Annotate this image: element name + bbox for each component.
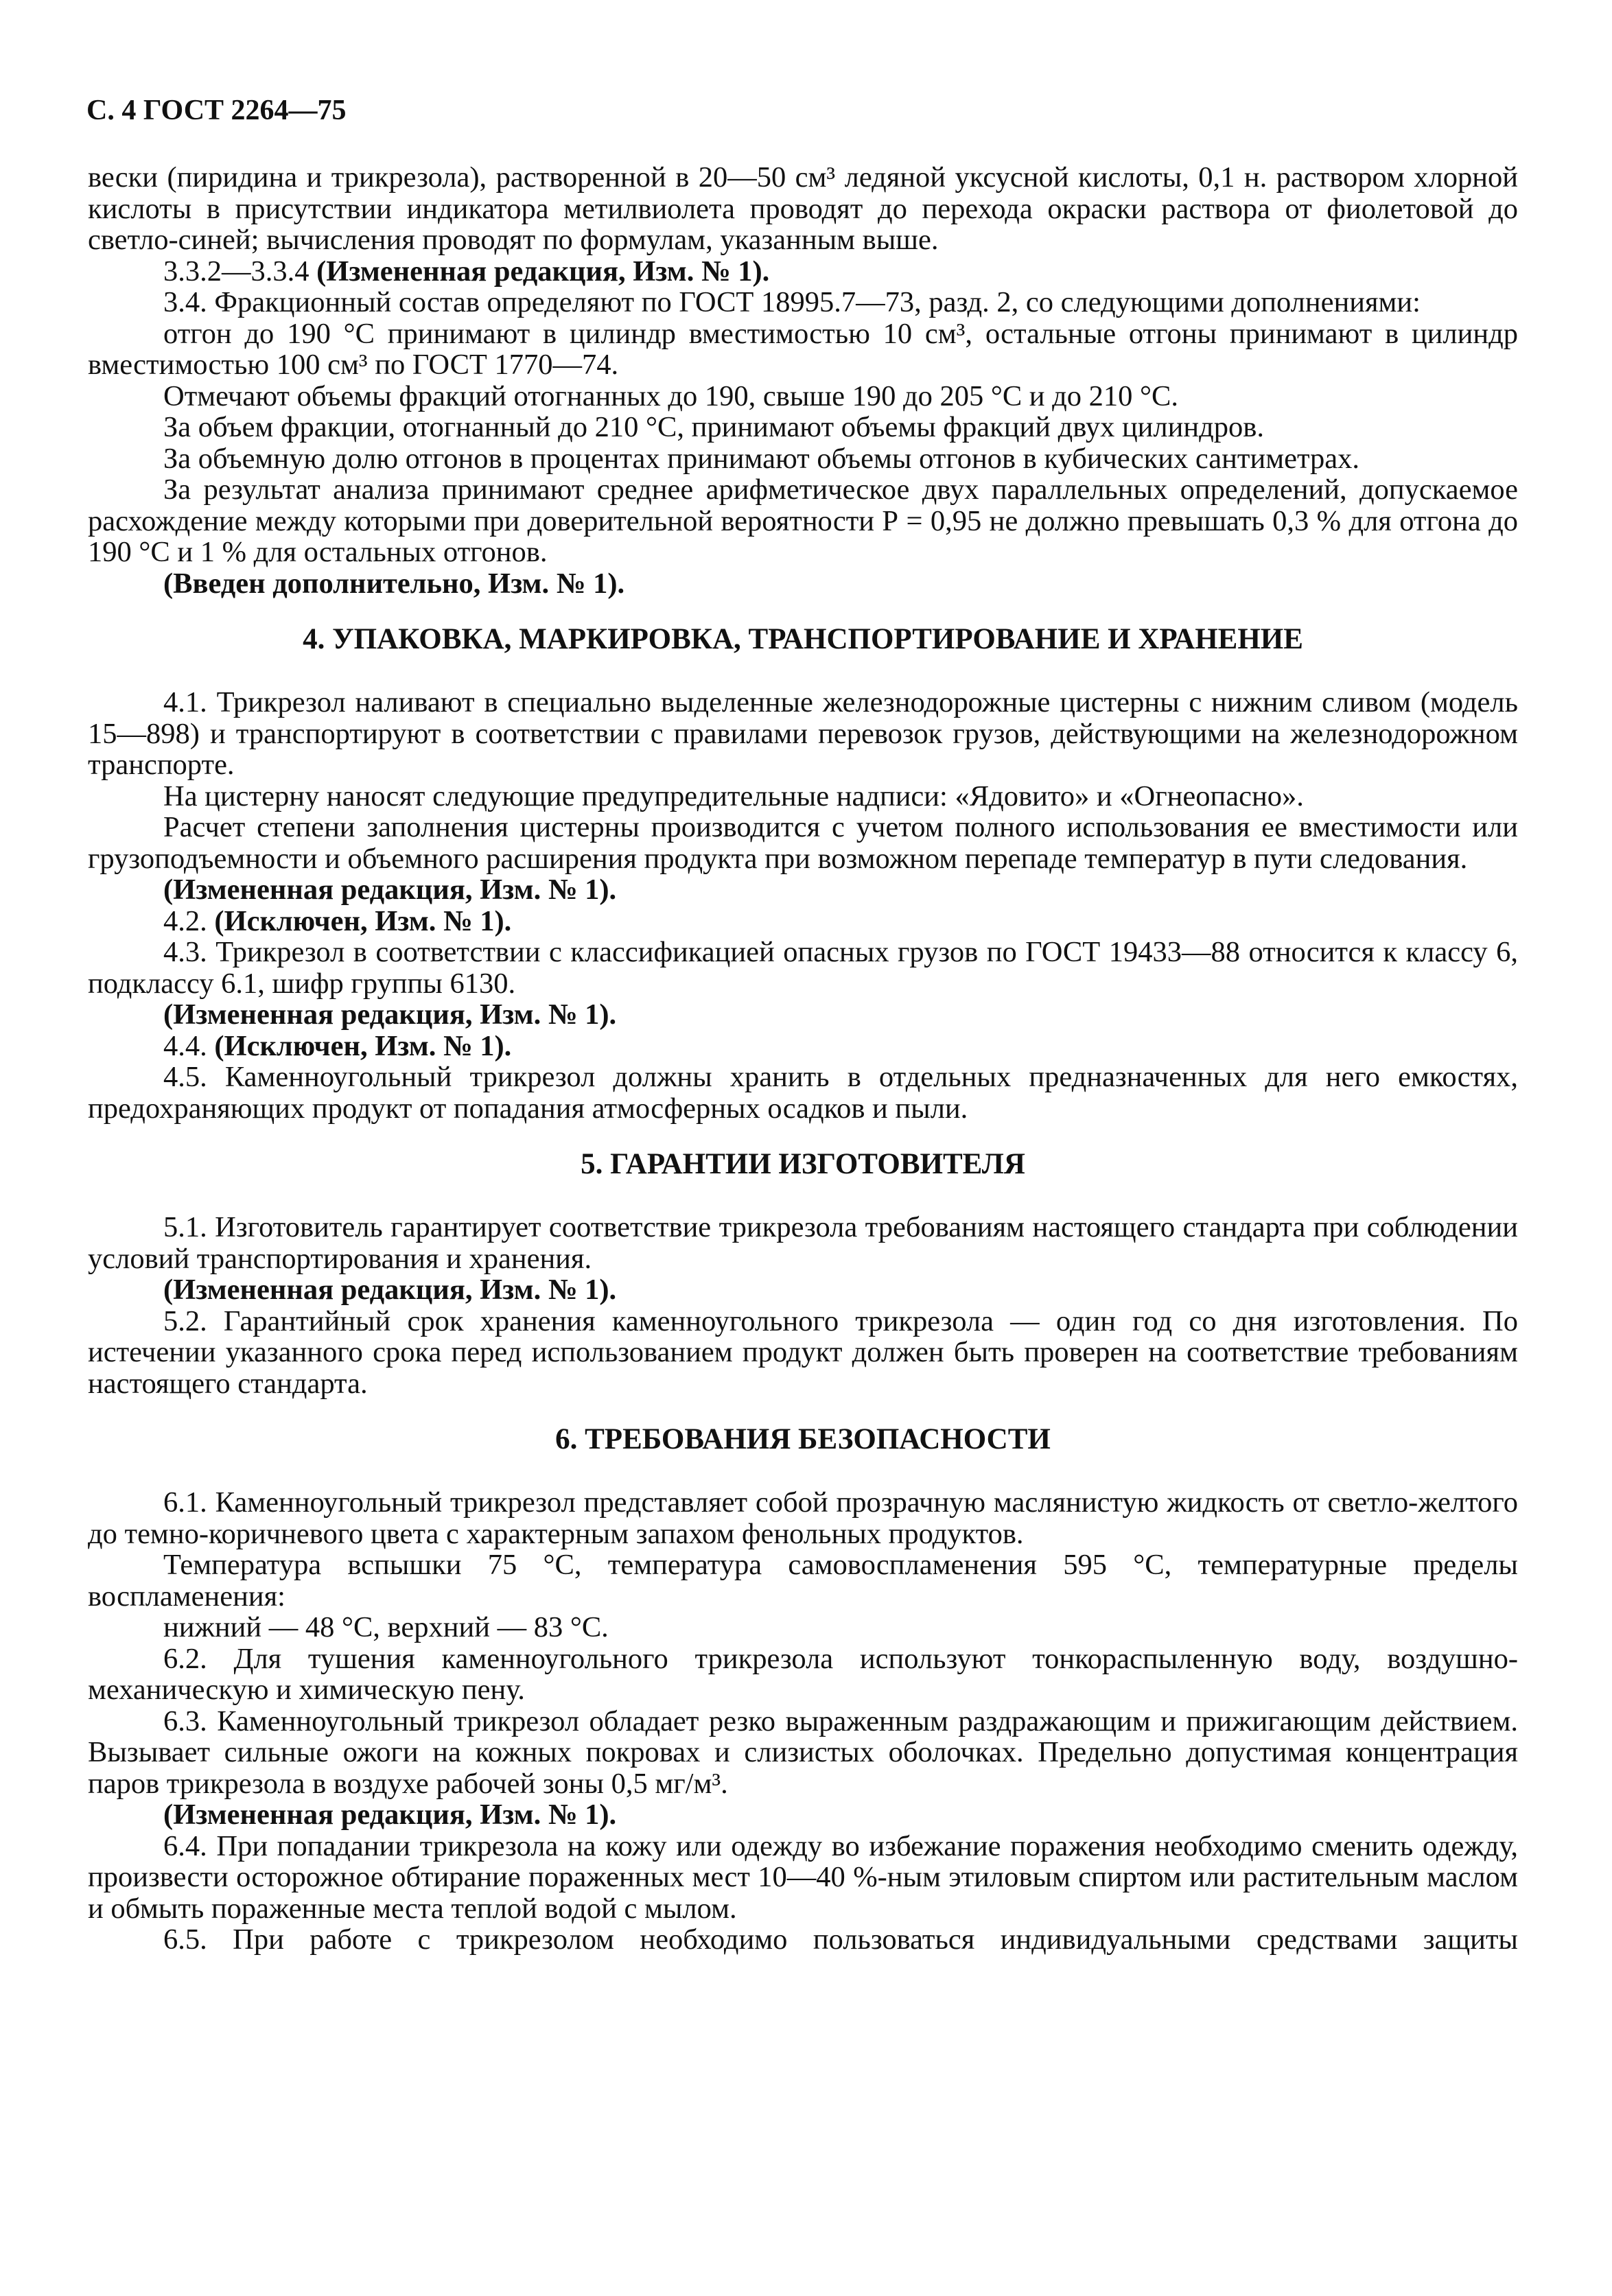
section-heading-4: 4. УПАКОВКА, МАРКИРОВКА, ТРАНСПОРТИРОВАНИЕ И ХРАНЕНИЕ <box>303 623 1303 655</box>
paragraph-analysis-result: За результат анализа принимают среднее арифметическое двух параллельных определений, допускаемое расхождение между которыми при доверительной вероятности Р = 0,95 не должно превышать 0,3 % для отгона до 190 °С и 1 % для остальных отгонов. <box>88 473 1518 568</box>
paragraph-6-2: 6.2. Для тушения каменноугольного трикрезола используют тонкораспыленную воду, воздушно-механическую и химическую пену. <box>88 1642 1518 1706</box>
paragraph-4-4 <box>88 1031 1518 1062</box>
paragraph-4-5: 4.5. Каменноугольный трикрезол должны хранить в отдельных предназначенных для него емкостях, предохраняющих продукт от попадания атмосферных осадков и пыли. <box>88 1061 1518 1125</box>
section-heading-5: 5. ГАРАНТИИ ИЗГОТОВИТЕЛЯ <box>581 1148 1025 1180</box>
paragraph-6-1: 6.1. Каменноугольный трикрезол представляет собой прозрачную маслянистую жидкость от светло-желтого до темно-коричневого цвета с характерным запахом фенольных продуктов. <box>88 1486 1518 1550</box>
paragraph-fraction-210: За объем фракции, отогнанный до 210 °С, принимают объемы фракций двух цилиндров. <box>163 411 1264 443</box>
amendment-note <box>88 999 1518 1031</box>
amendment-note-text: (Измененная редакция, Изм. № 1). <box>163 1799 617 1831</box>
paragraph-4-1: 4.1. Трикрезол наливают в специально выделенные железнодорожные цистерны с нижним сливом (модель 15—898) и транспортируют в соответствии с правилами перевозок грузов, действующими на железнодорожном транспорте. <box>88 686 1518 781</box>
section-heading-6: 6. ТРЕБОВАНИЯ БЕЗОПАСНОСТИ <box>555 1423 1051 1455</box>
amendment-note <box>88 874 1518 906</box>
paragraph-volume-share: За объемную долю отгонов в процентах принимают объемы отгонов в кубических сантиметрах. <box>163 442 1360 475</box>
clause-number: 3.3.2—3.3.4 <box>163 255 309 288</box>
paragraph-continuation: вески (пиридина и трикрезола), растворенной в 20—50 см³ ледяной уксусной кислоты, 0,1 н. раствором хлорной кислоты в присутствии индикатора метилвиолета проводят до перехода окраски раствора от фиолетовой до светло-синей; вычисления проводят по формулам, указанным выше. <box>88 161 1518 256</box>
paragraph-3-3-2-note <box>88 256 1518 288</box>
paragraph-3-4: 3.4. Фракционный состав определяют по ГОСТ 18995.7—73, разд. 2, со следующими дополнениями: <box>163 286 1421 318</box>
amendment-note-text: (Измененная редакция, Изм. № 1). <box>163 1274 617 1306</box>
paragraph-ignition-limits: нижний — 48 °С, верхний — 83 °С. <box>163 1611 609 1643</box>
paragraph-4-3: 4.3. Трикрезол в соответствии с классификацией опасных грузов по ГОСТ 19433—88 относится к классу 6, подклассу 6.1, шифр группы 6130. <box>88 936 1518 1000</box>
paragraph-distillation-cylinders: отгон до 190 °С принимают в цилиндр вместимостью 10 см³, остальные отгоны принимают в цилиндр вместимостью 100 см³ по ГОСТ 1770—74. <box>88 317 1518 381</box>
amendment-note: (Измененная редакция, Изм. № 1). <box>316 255 770 288</box>
paragraph-5-2: 5.2. Гарантийный срок хранения каменноугольного трикрезола — один год со дня изготовления. По истечении указанного срока перед использованием продукт должен быть проверен на соответствие требованиям настоящего стандарта. <box>88 1304 1518 1400</box>
amendment-note <box>88 1799 1518 1831</box>
paragraph-6-3: 6.3. Каменноугольный трикрезол обладает резко выраженным раздражающим и прижигающим действием. Вызывает сильные ожоги на кожных покровах и слизистых оболочках. Предельно допустимая концентрация паров трикрезола в воздухе рабочей зоны 0,5 мг/м³. <box>88 1705 1518 1800</box>
amendment-note-text: (Измененная редакция, Изм. № 1). <box>163 998 617 1031</box>
page-header: С. 4 ГОСТ 2264—75 <box>86 95 347 126</box>
paragraph-warning-labels: На цистерну наносят следующие предупредительные надписи: «Ядовито» и «Огнеопасно». <box>163 780 1304 812</box>
amendment-note: (Исключен, Изм. № 1). <box>214 904 512 937</box>
amendment-note-text: (Введен дополнительно, Изм. № 1). <box>163 567 625 600</box>
paragraph-fraction-volumes: Отмечают объемы фракций отогнанных до 190, свыше 190 до 205 °С и до 210 °С. <box>163 379 1179 412</box>
amendment-note-text: (Измененная редакция, Изм. № 1). <box>163 874 617 906</box>
page-body <box>88 162 1518 1956</box>
paragraph-flash-point: Температура вспышки 75 °С, температура самовоспламенения 595 °С, температурные пределы воспламенения: <box>88 1549 1518 1613</box>
clause-number: 4.2. <box>163 904 207 937</box>
paragraph-5-1: 5.1. Изготовитель гарантирует соответствие трикрезола требованиям настоящего стандарта при соблюдении условий транспортирования и хранения. <box>88 1211 1518 1275</box>
clause-number: 4.4. <box>163 1029 207 1062</box>
amendment-note <box>88 568 1518 600</box>
paragraph-tank-filling: Расчет степени заполнения цистерны производится с учетом полного использования ее вместимости или грузоподъемности и объемного расширения продукта при возможном перепаде температур в пути следования. <box>88 811 1518 875</box>
amendment-note: (Исключен, Изм. № 1). <box>214 1029 512 1062</box>
paragraph-6-4: 6.4. При попадании трикрезола на кожу или одежду во избежание поражения необходимо сменить одежду, произвести осторожное обтирание пораженных мест 10—40 %-ным этиловым спиртом или растительным маслом и обмыть пораженные места теплой водой с мылом. <box>88 1829 1518 1925</box>
amendment-note <box>88 1274 1518 1306</box>
paragraph-6-5: 6.5. При работе с трикрезолом необходимо пользоваться индивидуальными средствами защиты <box>163 1923 1518 1956</box>
paragraph-4-2 <box>88 906 1518 937</box>
